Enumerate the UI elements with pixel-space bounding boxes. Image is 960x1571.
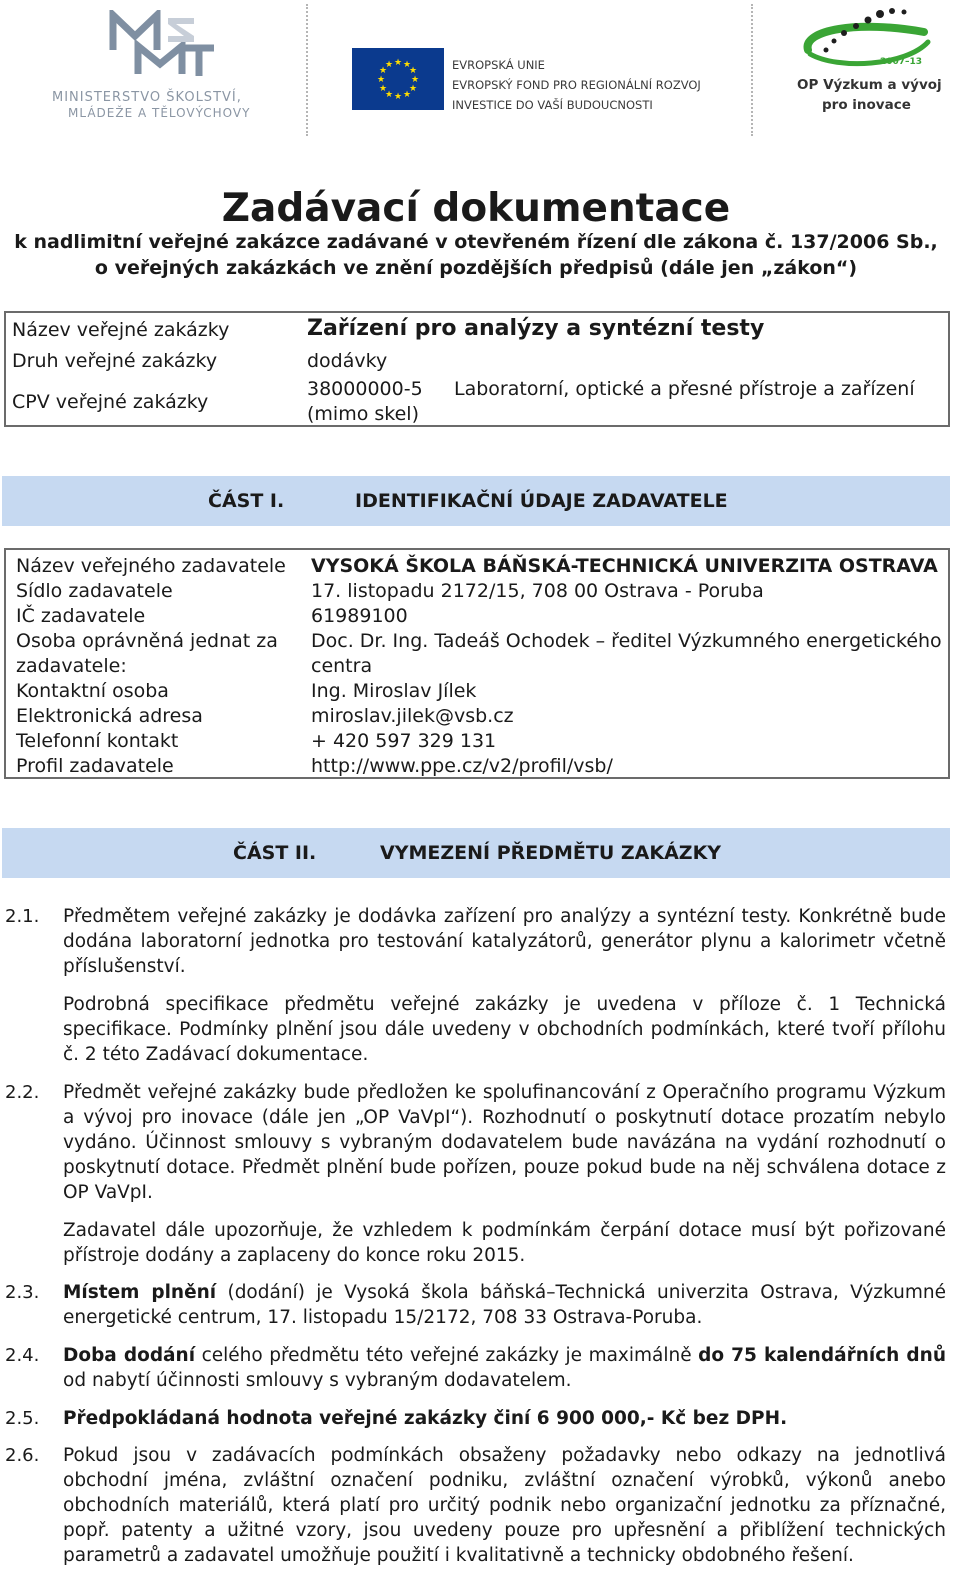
op-vavpi-logo-icon xyxy=(798,6,938,78)
section-number: 2.6. xyxy=(5,1445,40,1466)
svg-text:★: ★ xyxy=(410,75,420,85)
row-label: Název veřejného zadavatele xyxy=(16,555,286,577)
section-number: 2.1. xyxy=(5,906,40,927)
section-number: 2.5. xyxy=(5,1408,40,1429)
row-label: Osoba oprávněná jednat za xyxy=(16,630,278,652)
op-years: 2007–13 xyxy=(880,57,923,67)
part2-heading-band xyxy=(2,828,950,878)
part2-heading: VYMEZENÍ PŘEDMĚTU ZAKÁZKY xyxy=(380,842,722,864)
section-2-6-paragraph: Pokud jsou v zadávacích podmínkách obsaženy požadavky nebo odkazy na jednotlivá obchodní jména, zvláštní označení podniku, zvláštní označení výrobků, výkonů anebo obchodních materiálů, která platí pro určitý podnik nebo organizační jednotku za příznačné, popř. patenty a užitné vzory, jsou uvedeny pouze pro upřesnění a přiblížení technických parametrů a zadavatel umožňuje použití i kvalitativně a technicky obdobného řešení. xyxy=(63,1445,946,1566)
eu-flag-icon xyxy=(352,48,444,110)
logo-divider xyxy=(751,4,753,136)
row-label: Kontaktní osoba xyxy=(16,680,169,702)
estimated-value: Předpokládaná hodnota veřejné zakázky činí 6 900 000,- Kč bez DPH. xyxy=(63,1408,788,1429)
contract-name-value: Zařízení pro analýzy a syntézní testy xyxy=(307,316,765,341)
section-2-2-paragraph-1: Předmět veřejné zakázky bude předložen ke spolufinancování z Operačního programu Výzkum a vývoj pro inovace (dále jen „OP VaVpI“). Rozhodnutí o poskytnutí dotace prozatím nebylo vydáno. Účinnost smlouvy s vybraným dodavatelem bude navázána na vydání rozhodnutí o poskytnutí dotace. Předmět plnění bude pořízen, pouze pokud bude na něj schválena dotace z OP VaVpI. xyxy=(63,1082,946,1203)
contract-info-box xyxy=(4,311,950,427)
contract-type-label: Druh veřejné zakázky xyxy=(12,350,218,372)
contract-name-label: Název veřejné zakázky xyxy=(12,319,230,341)
logo-divider xyxy=(306,4,308,136)
row-value: 17. listopadu 2172/15, 708 00 Ostrava - Poruba xyxy=(311,580,764,602)
section-number: 2.3. xyxy=(5,1282,40,1303)
row-label: Profil zadavatele xyxy=(16,755,174,777)
contract-cpv-note: (mimo skel) xyxy=(307,403,419,425)
place-of-performance-text: (dodání) je Vysoká škola báňská–Technická univerzita Ostrava, Výzkumné energetické centrum, 17. listopadu 15/2172, 708 33 Ostrava-Poruba. xyxy=(63,1282,946,1328)
place-of-performance-label: Místem plnění xyxy=(63,1282,217,1303)
part1-number: ČÁST I. xyxy=(208,490,285,512)
delivery-time-label: Doba dodání xyxy=(63,1345,196,1366)
eu-line-3: INVESTICE DO VAŠÍ BUDOUCNOSTI xyxy=(452,98,653,112)
delivery-time-text: celého předmětu této veřejné zakázky je maximálně xyxy=(195,1345,699,1366)
msmt-logo xyxy=(52,10,267,120)
document-title: Zadávací dokumentace xyxy=(221,186,731,231)
row-value: Doc. Dr. Ing. Tadeáš Ochodek – ředitel Výzkumného energetického xyxy=(311,630,942,652)
row-value: miroslav.jilek@vsb.cz xyxy=(311,705,514,727)
svg-text:★: ★ xyxy=(393,92,403,102)
part1-heading: IDENTIFIKAČNÍ ÚDAJE ZADAVATELE xyxy=(355,490,728,512)
svg-text:★: ★ xyxy=(393,58,403,68)
msmt-name-line2: MLÁDEŽE A TĚLOVÝCHOVY xyxy=(68,106,251,120)
contract-cpv-description: Laboratorní, optické a přesné přístroje a zařízení xyxy=(454,378,915,400)
contract-cpv-label: CPV veřejné zakázky xyxy=(12,391,209,413)
row-label: Sídlo zadavatele xyxy=(16,580,173,602)
header-logos xyxy=(0,0,960,140)
part2-number: ČÁST II. xyxy=(233,842,317,864)
row-value: centra xyxy=(311,655,373,677)
svg-text:★: ★ xyxy=(378,66,388,76)
section-2-3-paragraph xyxy=(63,1280,946,1330)
row-value: Ing. Miroslav Jílek xyxy=(311,680,477,702)
document-subtitle-line1: k nadlimitní veřejné zakázce zadávané v otevřeném řízení dle zákona č. 137/2006 Sb., xyxy=(14,231,938,253)
svg-text:★: ★ xyxy=(402,60,412,70)
section-number: 2.4. xyxy=(5,1345,40,1366)
delivery-deadline: do 75 kalendářních dnů xyxy=(698,1345,946,1366)
op-name-line1: OP Výzkum a vývoj xyxy=(797,77,942,93)
section-2-5-paragraph xyxy=(63,1406,946,1431)
row-label: IČ zadavatele xyxy=(16,605,146,627)
row-label: Elektronická adresa xyxy=(16,705,203,727)
part1-heading-band xyxy=(2,476,950,526)
row-value: + 420 597 329 131 xyxy=(311,730,497,752)
row-value: VYSOKÁ ŠKOLA BÁŇSKÁ-TECHNICKÁ UNIVERZITA OSTRAVA xyxy=(311,555,938,577)
eu-line-2: EVROPSKÝ FOND PRO REGIONÁLNÍ ROZVOJ xyxy=(452,78,701,92)
contract-cpv-code: 38000000-5 xyxy=(307,378,423,400)
row-label: Telefonní kontakt xyxy=(16,730,179,752)
svg-text:★: ★ xyxy=(402,90,412,100)
document-subtitle-line2: o veřejných zakázkách ve znění pozdějších předpisů (dále jen „zákon“) xyxy=(94,257,858,279)
svg-text:★: ★ xyxy=(384,60,394,70)
section-2-1-paragraph-2: Podrobná specifikace předmětu veřejné zakázky je uvedena v příloze č. 1 Technická specifikace. Podmínky plnění jsou dále uvedeny v obchodních podmínkách, které tvoří přílohu č. 2 této Zadávací dokumentace. xyxy=(63,994,946,1065)
svg-text:★: ★ xyxy=(376,75,386,85)
eu-fund-text xyxy=(452,55,701,115)
svg-text:★: ★ xyxy=(408,84,418,94)
contract-type-value: dodávky xyxy=(307,350,388,372)
row-value: 61989100 xyxy=(311,605,408,627)
section-2-1-paragraph-1: Předmětem veřejné zakázky je dodávka zařízení pro analýzy a syntézní testy. Konkrétně bude dodána laboratorní jednotka pro testování katalyzátorů, generátor plynu a kalorimetr včetně příslušenství. xyxy=(63,906,946,977)
op-name-line2: pro inovace xyxy=(822,97,911,113)
msmt-name-line1: MINISTERSTVO ŠKOLSTVÍ, xyxy=(52,90,242,105)
section-2-4-paragraph xyxy=(63,1343,946,1393)
svg-text:★: ★ xyxy=(384,90,394,100)
svg-text:★: ★ xyxy=(378,84,388,94)
section-2-2-paragraph-2: Zadavatel dále upozorňuje, že vzhledem k podmínkám čerpání dotace musí být pořizované přístroje dodány a zaplaceny do konce roku 2015. xyxy=(63,1220,946,1266)
row-value: http://www.ppe.cz/v2/profil/vsb/ xyxy=(311,755,613,777)
delivery-time-text-end: od nabytí účinnosti smlouvy s vybraným dodavatelem. xyxy=(63,1370,572,1391)
svg-text:★: ★ xyxy=(408,66,418,76)
row-label: zadavatele: xyxy=(16,655,127,677)
msmt-emblem-icon xyxy=(108,10,218,82)
contracting-authority-table xyxy=(4,548,950,779)
eu-line-1: EVROPSKÁ UNIE xyxy=(452,58,545,72)
section-number: 2.2. xyxy=(5,1082,40,1103)
